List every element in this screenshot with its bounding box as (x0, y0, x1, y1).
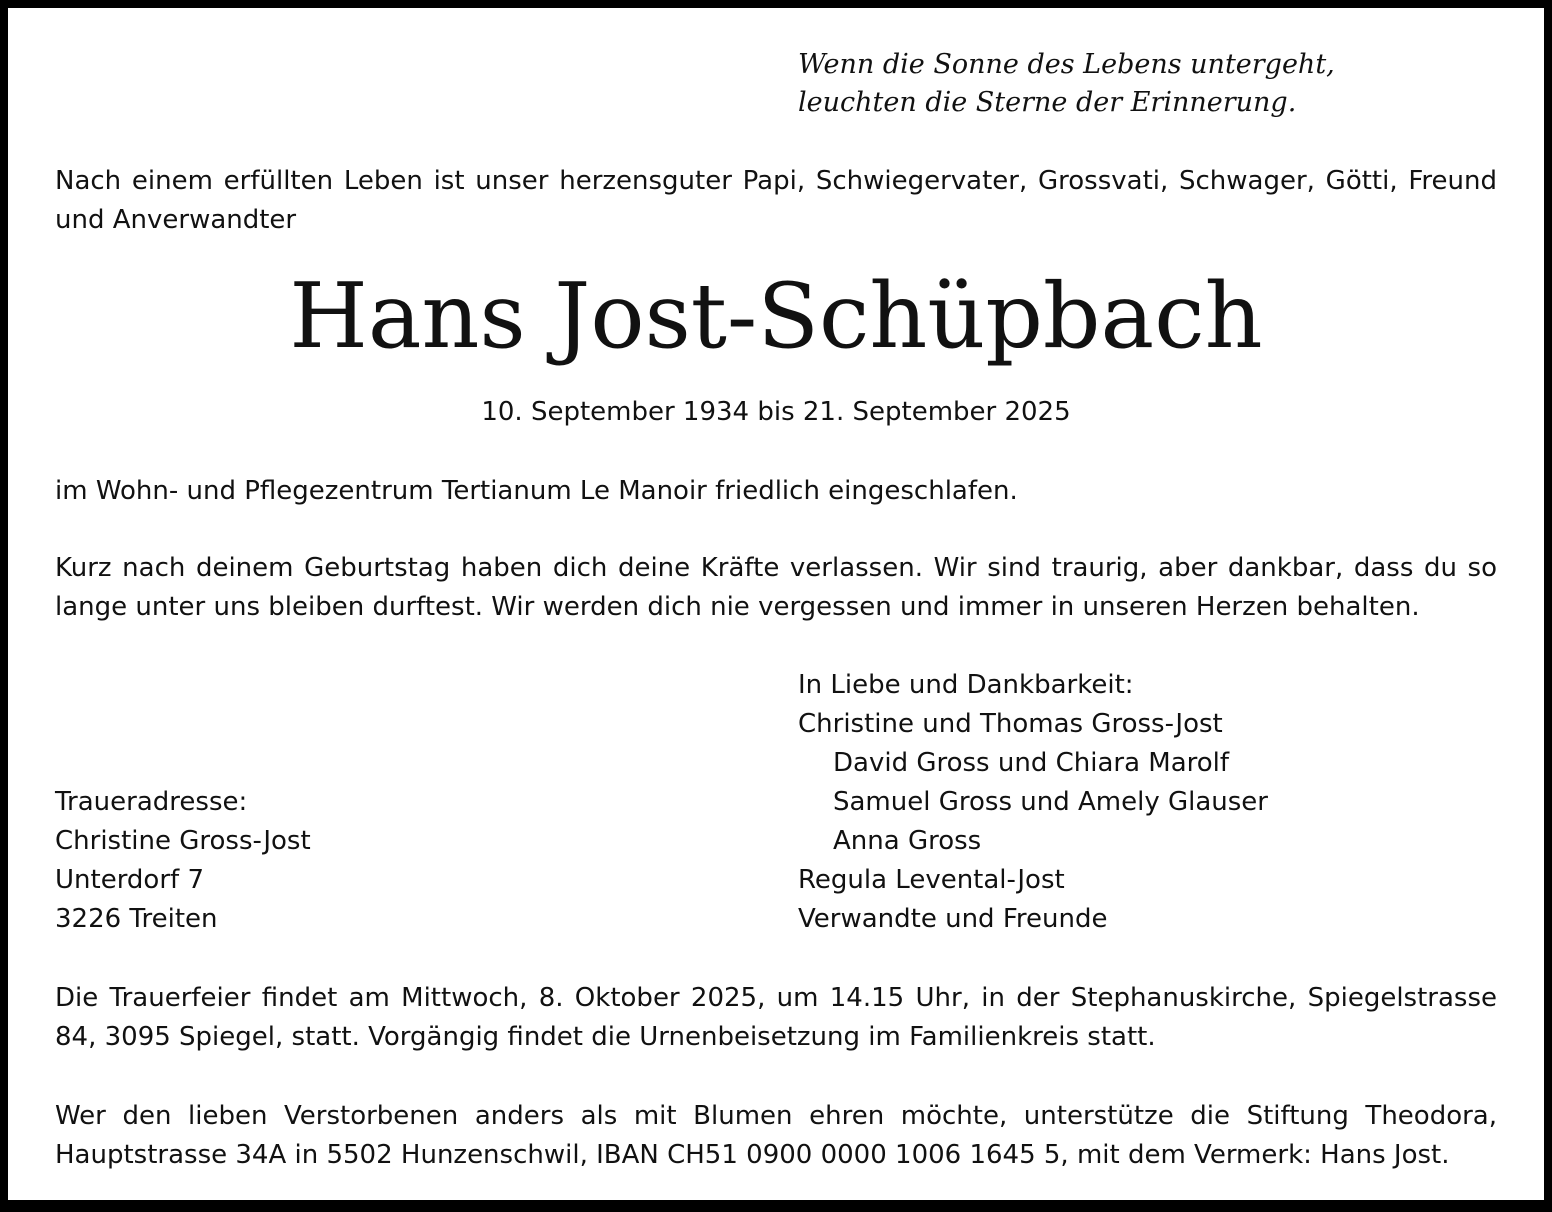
family-member: David Gross und Chiara Marolf (833, 748, 1230, 778)
address-heading: Traueradresse: (55, 787, 248, 817)
family-list (798, 666, 1268, 939)
life-dates: 10. September 1934 bis 21. September 2025 (481, 397, 1071, 427)
address-name: Christine Gross-Jost (55, 826, 311, 856)
deceased-name: Hans Jost-Schüpbach (289, 264, 1263, 369)
family-member: Regula Levental-Jost (798, 865, 1065, 895)
address-street: Unterdorf 7 (55, 865, 204, 895)
mourning-address (55, 783, 311, 939)
ceremony-text: Die Trauerfeier findet am Mittwoch, 8. Oktober 2025, um 14.15 Uhr, in der Stephanuskirche, Spiegelstrasse 84, 3095 Spiegel, statt. Vorgängig findet die Urnenbeisetzung im Familienkreis statt. (55, 983, 1497, 1052)
family-member: Anna Gross (833, 826, 982, 856)
passing-text: im Wohn- und Pflegezentrum Tertianum Le Manoir friedlich eingeschlafen. (55, 476, 1018, 506)
address-city: 3226 Treiten (55, 904, 218, 934)
motto-line-2: leuchten die Sterne der Erinnerung. (798, 87, 1297, 118)
family-heading: In Liebe und Dankbarkeit: (798, 670, 1134, 700)
motto-quote (798, 46, 1335, 122)
donation-text: Wer den lieben Verstorbenen anders als mit Blumen ehren möchte, unterstütze die Stiftung Theodora, Hauptstrasse 34A in 5502 Hunzenschwil, IBAN CH51 0900 0000 1006 1645 5, mit dem Vermerk: Hans Jost. (55, 1101, 1497, 1170)
intro-text: Nach einem erfüllten Leben ist unser herzensguter Papi, Schwiegervater, Grossvati, Schwager, Götti, Freund und Anverwandter (55, 166, 1497, 235)
motto-line-1: Wenn die Sonne des Lebens untergeht, (798, 49, 1335, 80)
family-member: Samuel Gross und Amely Glauser (833, 787, 1268, 817)
family-member: Christine und Thomas Gross-Jost (798, 709, 1223, 739)
message-text: Kurz nach deinem Geburtstag haben dich deine Kräfte verlassen. Wir sind traurig, aber dankbar, dass du so lange unter uns bleiben durftest. Wir werden dich nie vergessen und immer in unseren Herzen behalten. (55, 553, 1497, 622)
family-member: Verwandte und Freunde (798, 904, 1108, 934)
